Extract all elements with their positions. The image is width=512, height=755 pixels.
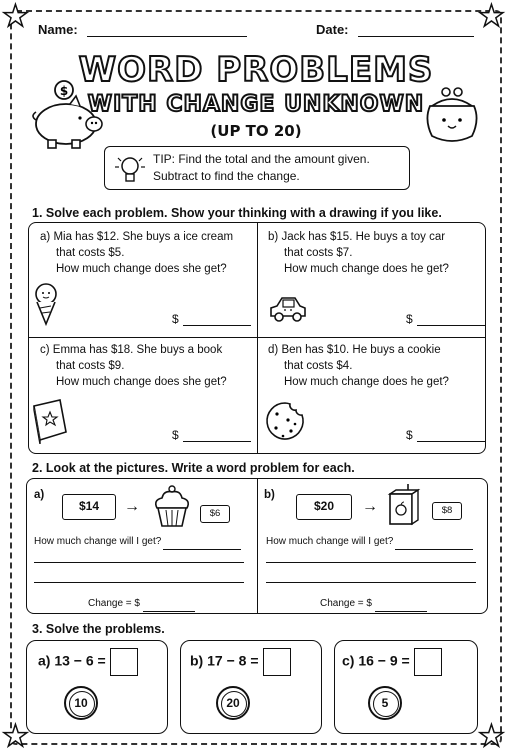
toy-car-icon [268,294,308,324]
title-line-2: WITH CHANGE UNKNOWN [87,92,425,117]
price-tag-a: $6 [200,505,230,523]
name-field[interactable]: Name: [38,22,247,37]
star-icon: ★ [2,719,29,754]
section-2-heading: 2. Look at the pictures. Write a word problem for each. [32,461,355,475]
write-line[interactable] [34,582,244,583]
problem-a: a) Mia has $12. She buys a ice cream that costs $5. How much change does she get? [40,231,234,275]
book-icon [30,398,70,444]
tip-line-1: TIP: Find the total and the amount given. [153,152,370,166]
lightbulb-icon [115,153,145,187]
date-field[interactable]: Date: [316,22,474,37]
problem-c: c) Emma has $18. She buys a book that costs $9. How much change does she get? [40,344,227,388]
answer-c[interactable]: $ [172,428,251,442]
tip-line-2: Subtract to find the change. [153,169,300,183]
cupcake-icon [152,484,192,530]
answer-a[interactable]: $ [172,312,251,326]
item-a-letter: a) [34,489,45,501]
answer-b[interactable]: $ [406,312,485,326]
cookie-icon [264,400,306,442]
title-line-1: WORD PROBLEMS [78,50,434,90]
answer-box[interactable] [110,648,138,676]
write-line[interactable] [34,562,244,563]
tip-box [104,146,410,190]
star-icon: ★ [2,0,29,34]
answer-box[interactable] [414,648,442,676]
problem-b: b) Jack has $15. He buys a toy car that costs $7. How much change does he get? [268,231,449,275]
answer-box[interactable] [263,648,291,676]
change-a[interactable]: Change = $ [88,596,195,612]
bill-a: $14 [62,494,116,520]
svg-text:$: $ [59,84,69,98]
write-line[interactable] [266,582,476,583]
star-icon: ★ [478,719,505,754]
date-line[interactable] [358,23,474,37]
section-1-heading: 1. Solve each problem. Show your thinking with a drawing if you like. [32,206,442,220]
change-b[interactable]: Change = $ [320,596,427,612]
item-b-letter: b) [264,489,275,501]
title-line-3: (UP TO 20) [210,122,302,140]
coin-icon: 10 [64,686,98,720]
equation-b: b) 17 − 8 = [190,648,291,676]
price-tag-b: $8 [432,502,462,520]
star-icon: ★ [478,0,505,34]
juice-box-icon [386,482,422,528]
section-3-heading: 3. Solve the problems. [32,622,165,636]
ice-cream-icon [32,282,60,326]
bill-b: $20 [296,494,352,520]
question-a: How much change will I get? [34,534,241,550]
arrow-icon: → [124,498,140,515]
coin-icon: 5 [368,686,402,720]
question-b: How much change will I get? [266,534,473,550]
name-line[interactable] [87,23,247,37]
answer-d[interactable]: $ [406,428,485,442]
equation-c: c) 16 − 9 = [342,648,442,676]
problem-d: d) Ben has $10. He buys a cookie that costs $4. How much change does he get? [268,344,449,388]
equation-a: a) 13 − 6 = [38,648,138,676]
write-line[interactable] [266,562,476,563]
arrow-icon: → [362,498,378,515]
coin-icon: 20 [216,686,250,720]
